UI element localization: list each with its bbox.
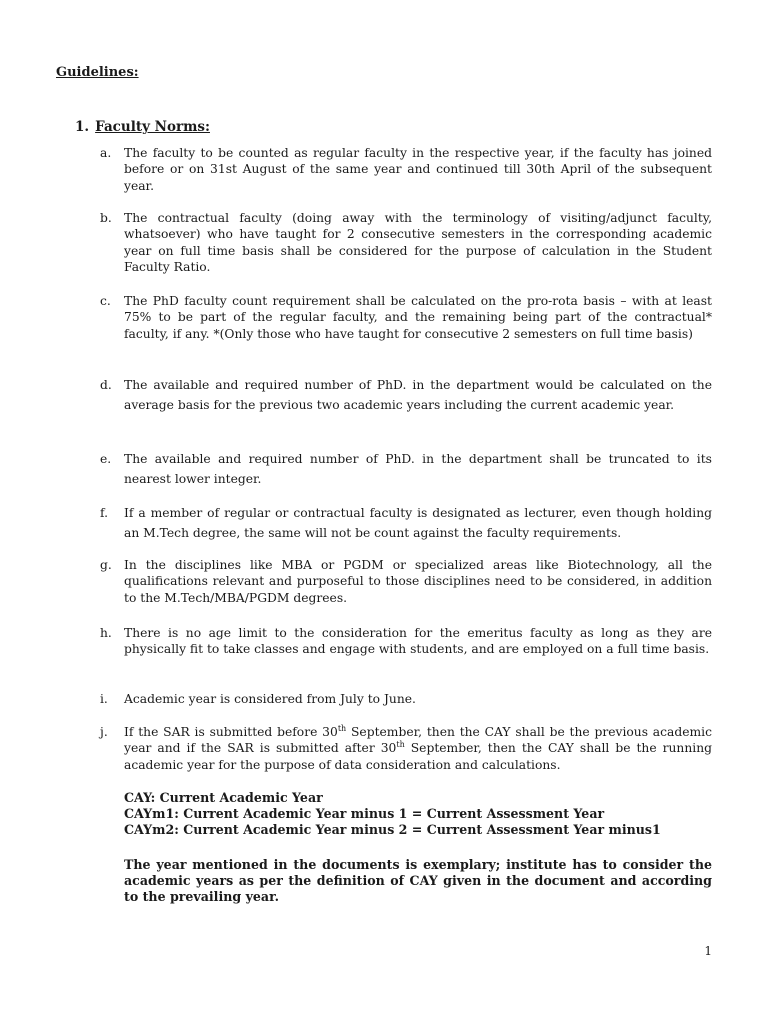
item-letter: i. <box>100 692 108 706</box>
item-text-part: If the SAR is submitted before 30 <box>124 725 338 739</box>
item-letter: e. <box>100 452 112 466</box>
item-text: The available and required number of PhD. in the department shall be truncated to its nearest lower integer. <box>124 452 712 486</box>
ordinal-suffix: th <box>337 723 347 733</box>
section-title: Faculty Norms: <box>95 119 210 135</box>
exemplary-year-note: The year mentioned in the documents is exemplary; institute has to consider the academic years as per the definition of CAY given in the document and according to the prevailing year. <box>124 857 712 905</box>
item-text: The PhD faculty count requirement shall be calculated on the pro-rota basis – with at least 75% to be part of the regular faculty, and the remaining being part of the contractual* faculty, if any. *(Only those who have taught for consecutive 2 semesters on full time basis) <box>124 294 712 341</box>
item-text: The contractual faculty (doing away with the terminology of visiting/adjunct faculty, whatsoever) who have taught for 2 consecutive semesters in the corresponding academic year on full time basis shall be considered for the purpose of calculation in the Student Faculty Ratio. <box>124 211 712 274</box>
item-letter: b. <box>100 211 112 225</box>
item-text <box>124 724 712 773</box>
item-letter: f. <box>100 506 109 520</box>
item-letter: h. <box>100 626 112 640</box>
item-text: The available and required number of PhD. in the department would be calculated on the average basis for the previous two academic years including the current academic year. <box>124 378 712 412</box>
guideline-item-c <box>100 293 712 342</box>
definition-caym2: CAYm2: Current Academic Year minus 2 = Current Assessment Year minus1 <box>124 822 661 837</box>
item-letter: d. <box>100 378 112 392</box>
ordinal-suffix: th <box>396 740 405 750</box>
page-number: 1 <box>704 944 712 958</box>
item-text: Academic year is considered from July to June. <box>124 692 416 706</box>
guideline-item-d <box>100 375 712 415</box>
section-heading <box>75 119 210 135</box>
definition-cay: CAY: Current Academic Year <box>124 790 323 805</box>
item-letter: g. <box>100 558 112 572</box>
guideline-item-f <box>100 503 712 543</box>
item-letter: j. <box>100 725 108 739</box>
item-text-part: September, then the CAY shall be the running academic year for the purpose of data consideration and calculations. <box>124 741 712 772</box>
definition-caym1: CAYm1: Current Academic Year minus 1 = Current Assessment Year <box>124 806 605 821</box>
guideline-item-i <box>100 691 712 707</box>
item-text-part: September, then the CAY shall be the previous academic year and if the SAR is submitted after 30 <box>124 725 712 756</box>
item-letter: a. <box>100 146 112 160</box>
guideline-item-j <box>100 724 712 773</box>
guideline-item-a <box>100 145 712 194</box>
cay-definitions <box>124 790 724 838</box>
guidelines-heading: Guidelines: <box>56 65 139 80</box>
guideline-item-g <box>100 557 712 606</box>
section-number: 1. <box>75 119 90 135</box>
item-text: In the disciplines like MBA or PGDM or specialized areas like Biotechnology, all the qualifications relevant and purposeful to those disciplines need to be considered, in addition to the M.Tech/MBA/PGDM degrees. <box>124 558 712 605</box>
item-text: If a member of regular or contractual faculty is designated as lecturer, even though holding an M.Tech degree, the same will not be count against the faculty requirements. <box>124 506 712 540</box>
item-text: There is no age limit to the consideration for the emeritus faculty as long as they are physically fit to take classes and engage with students, and are employed on a full time basis. <box>124 626 712 657</box>
item-text: The faculty to be counted as regular faculty in the respective year, if the faculty has joined before or on 31st August of the same year and continued till 30th April of the subsequent year. <box>124 146 712 193</box>
guideline-item-e <box>100 449 712 489</box>
guideline-item-b <box>100 210 712 275</box>
guideline-item-h <box>100 625 712 658</box>
item-letter: c. <box>100 294 111 308</box>
